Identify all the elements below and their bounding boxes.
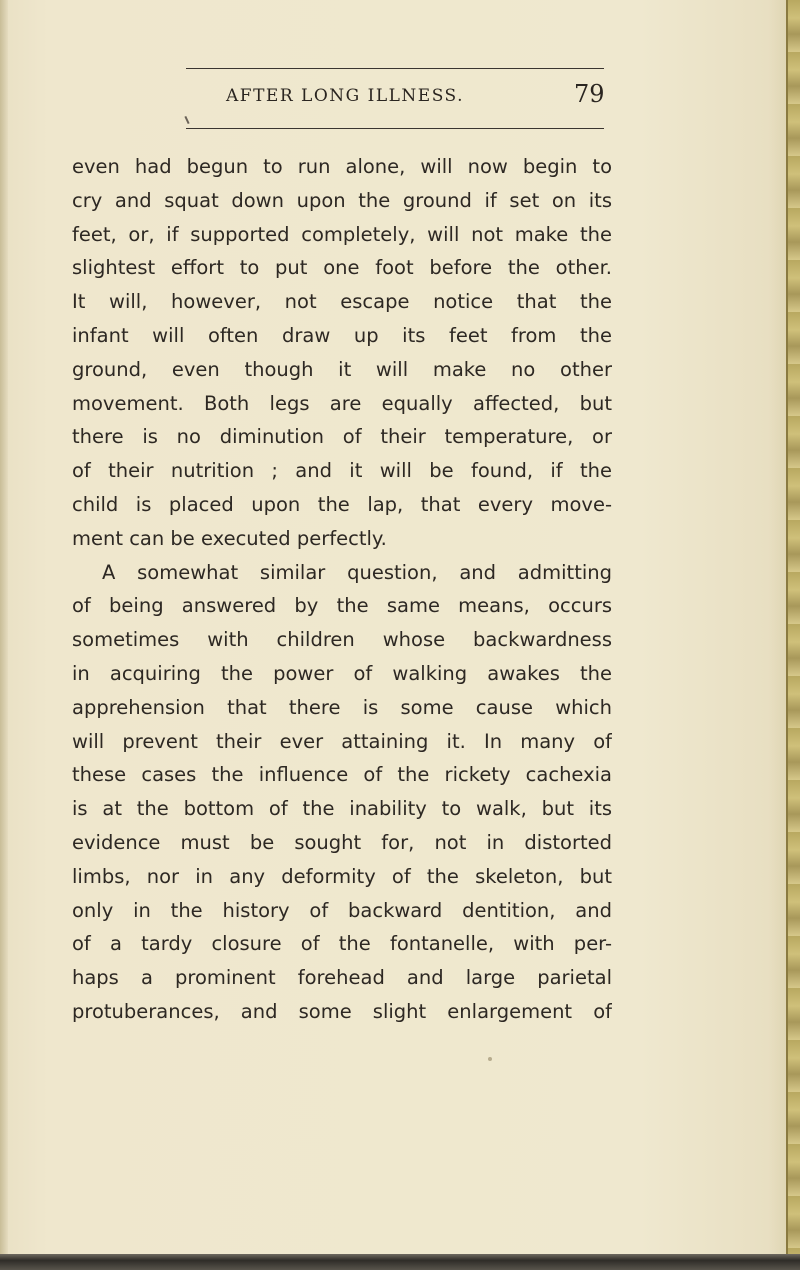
text-line: in acquiring the power of walking awakes the xyxy=(72,661,612,685)
text-line: limbs, nor in any deformity of the skeleton, but xyxy=(72,864,612,888)
text-line: child is placed upon the lap, that every move- xyxy=(72,492,612,516)
text-line: cry and squat down upon the ground if set on its xyxy=(72,188,612,212)
text-line: of their nutrition ; and it will be found, if the xyxy=(72,459,612,483)
text-line: ground, even though it will make no other xyxy=(72,357,612,381)
text-line: of a tardy closure of the fontanelle, with per- xyxy=(72,932,612,956)
text-line: haps a prominent forehead and large parietal xyxy=(72,966,612,990)
text-line: there is no diminution of their temperature, or xyxy=(72,425,612,449)
text-line: apprehension that there is some cause which xyxy=(72,695,612,719)
header-rule-top xyxy=(186,68,604,69)
header-rule-bottom xyxy=(186,128,604,129)
text-line: infant will often draw up its feet from the xyxy=(72,323,612,347)
text-line: protuberances, and some slight enlargement of xyxy=(72,999,612,1023)
book-spine-edge xyxy=(786,0,800,1270)
body-text xyxy=(72,150,612,1029)
text-line: only in the history of backward dentition, and xyxy=(72,898,612,922)
text-line: ment can be executed perfectly. xyxy=(72,526,387,550)
text-line: movement. Both legs are equally affected, but xyxy=(72,391,612,415)
text-line: is at the bottom of the inability to walk, but its xyxy=(72,797,612,821)
text-line: will prevent their ever attaining it. In many of xyxy=(72,729,612,753)
page-number: 79 xyxy=(574,80,605,108)
page-gutter-edge xyxy=(0,0,8,1270)
text-line: It will, however, not escape notice that the xyxy=(72,290,612,314)
text-line: evidence must be sought for, not in distorted xyxy=(72,830,612,854)
paper-speck xyxy=(488,1057,492,1061)
text-line: slightest effort to put one foot before the other. xyxy=(72,256,612,280)
text-line: these cases the influence of the rickety cachexia xyxy=(72,763,612,787)
text-line: feet, or, if supported completely, will not make the xyxy=(72,222,612,246)
text-line: of being answered by the same means, occurs xyxy=(72,594,612,618)
print-mark xyxy=(184,116,189,124)
page-bottom-edge xyxy=(0,1254,800,1270)
text-line: sometimes with children whose backwardness xyxy=(72,628,612,652)
text-line: even had begun to run alone, will now begin to xyxy=(72,155,612,178)
paragraph-start-line: A somewhat similar question, and admitting xyxy=(102,560,612,584)
running-head: AFTER LONG ILLNESS. xyxy=(226,86,464,106)
